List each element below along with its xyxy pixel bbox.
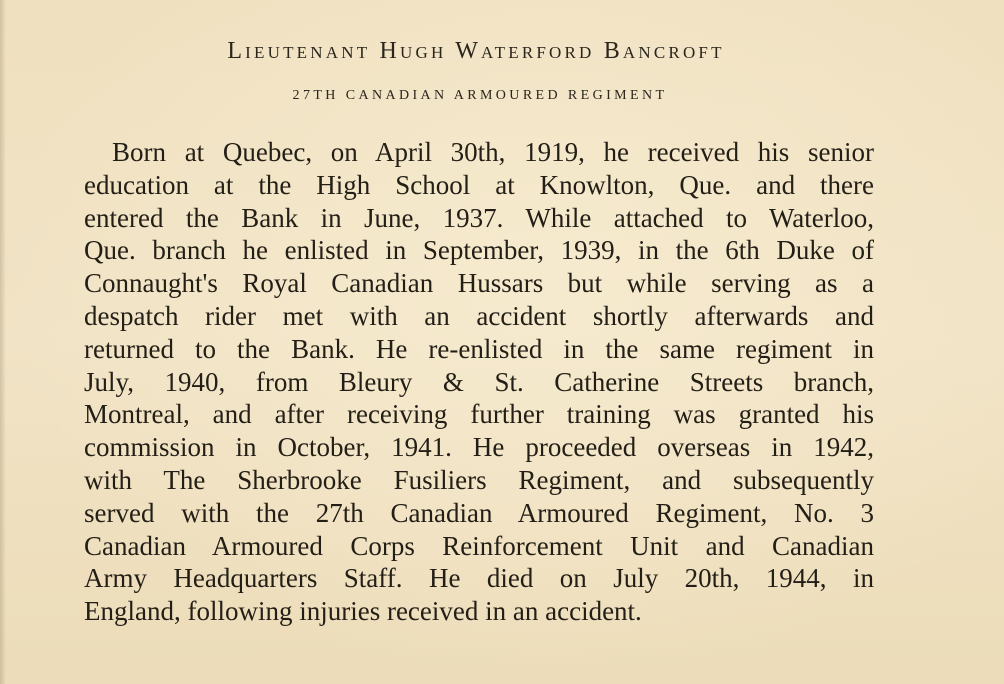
paragraph-line: with The Sherbrooke Fusiliers Regiment, and subsequently: [84, 464, 874, 495]
paragraph-line: Army Headquarters Staff. He died on July 20th, 1944, in: [84, 563, 874, 594]
paragraph-line: Born at Quebec, on April 30th, 1919, he received his senior: [112, 137, 874, 167]
paragraph-line: commission in October, 1941. He proceeded overseas in 1942,: [84, 432, 874, 463]
paragraph-line: education at the High School at Knowlton, Que. and there: [84, 169, 874, 200]
paragraph-line: entered the Bank in June, 1937. While attached to Waterloo,: [84, 202, 874, 233]
page-title: Lieutenant Hugh Waterford Bancroft: [227, 38, 725, 64]
paragraph-line: Montreal, and after receiving further training was granted his: [84, 399, 874, 430]
paragraph-line: Que. branch he enlisted in September, 1939, in the 6th Duke of: [84, 235, 874, 266]
paragraph-line: England, following injuries received in an accident.: [84, 596, 642, 627]
paragraph-line: served with the 27th Canadian Armoured Regiment, No. 3: [84, 497, 874, 528]
paragraph-line: despatch rider met with an accident shortly afterwards and: [84, 300, 874, 331]
paragraph-line: July, 1940, from Bleury & St. Catherine Streets branch,: [84, 366, 874, 397]
paragraph-line: Canadian Armoured Corps Reinforcement Unit and Canadian: [84, 530, 874, 561]
biography-paragraph: [84, 136, 874, 628]
paragraph-line: returned to the Bank. He re-enlisted in the same regiment in: [84, 333, 874, 364]
page-subtitle: 27TH CANADIAN ARMOURED REGIMENT: [292, 88, 668, 103]
paragraph-line: Connaught's Royal Canadian Hussars but while serving as a: [84, 268, 874, 299]
